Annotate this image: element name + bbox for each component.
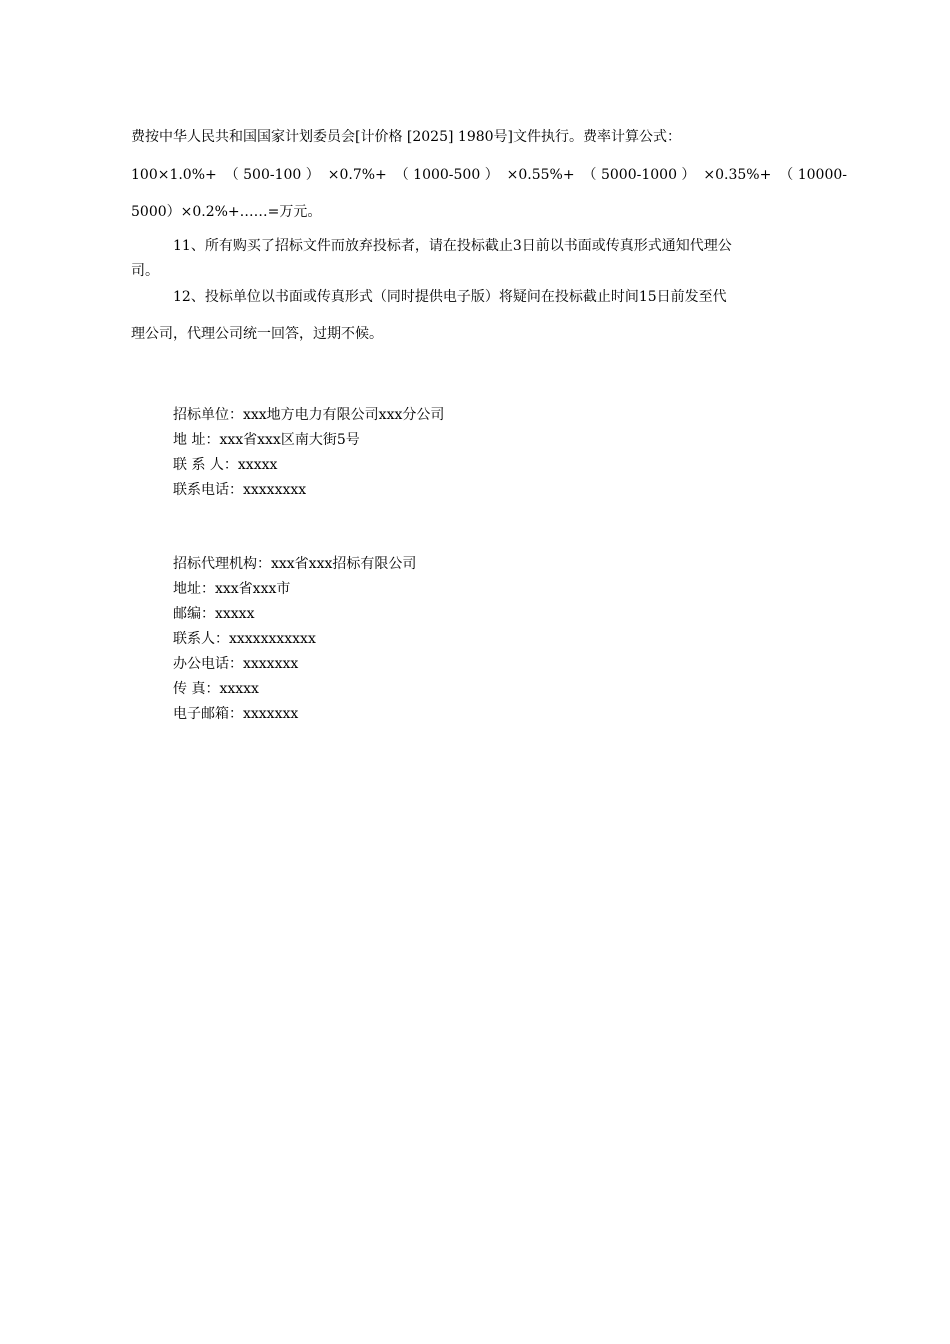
agency-contact: 联系人：xxxxxxxxxxx bbox=[173, 631, 316, 647]
formula-part: 100×1.0%+ bbox=[131, 167, 217, 183]
formula-part: ×0.35%+ bbox=[703, 167, 772, 183]
fee-basis-line: 费按中华人民共和国国家计划委员会[计价格 [2025] 1980号]文件执行。费率计算公式： bbox=[131, 129, 682, 145]
item-12-text-cont: 理公司，代理公司统一回答，过期不候。 bbox=[131, 326, 383, 342]
fee-formula-line bbox=[131, 166, 847, 184]
fee-formula-end: 5000）×0.2%+……=万元。 bbox=[131, 204, 322, 220]
agency-postcode: 邮编：xxxxx bbox=[173, 606, 255, 622]
agency-fax: 传 真：xxxxx bbox=[173, 681, 259, 697]
formula-part: ×0.7%+ bbox=[327, 167, 387, 183]
tenderer-unit: 招标单位：xxx地方电力有限公司xxx分公司 bbox=[173, 407, 445, 423]
formula-part: （ 500-100 ） bbox=[224, 167, 320, 183]
tenderer-phone: 联系电话：xxxxxxxx bbox=[173, 482, 307, 498]
tenderer-contact: 联 系 人：xxxxx bbox=[173, 457, 278, 473]
formula-part: （ 10000- bbox=[779, 167, 847, 183]
agency-address: 地址：xxx省xxx市 bbox=[173, 581, 291, 597]
formula-part: ×0.55%+ bbox=[506, 167, 575, 183]
formula-part: （ 1000-500 ） bbox=[394, 167, 499, 183]
formula-part: （ 5000-1000 ） bbox=[582, 167, 696, 183]
item-12-text: 12、投标单位以书面或传真形式（同时提供电子版）将疑问在投标截止时间15日前发至代 bbox=[173, 289, 727, 305]
item-11-text: 11、所有购买了招标文件而放弃投标者，请在投标截止3日前以书面或传真形式通知代理公 bbox=[173, 238, 732, 254]
item-11-text-cont: 司。 bbox=[131, 263, 159, 279]
tenderer-address: 地 址：xxx省xxx区南大街5号 bbox=[173, 432, 360, 448]
agency-name: 招标代理机构：xxx省xxx招标有限公司 bbox=[173, 556, 417, 572]
agency-office-phone: 办公电话：xxxxxxx bbox=[173, 656, 299, 672]
agency-email: 电子邮箱：xxxxxxx bbox=[173, 706, 299, 722]
